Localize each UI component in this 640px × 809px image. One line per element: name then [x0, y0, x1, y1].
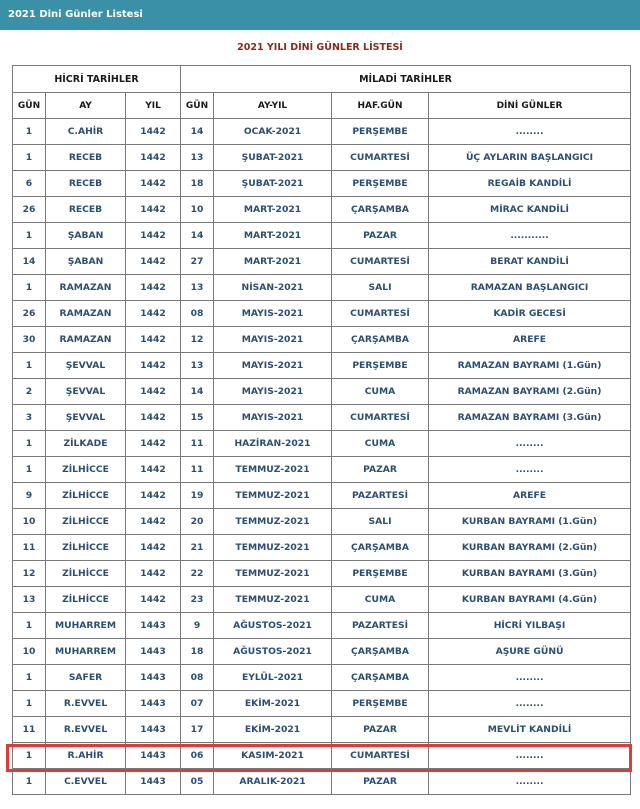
table-row	[13, 535, 631, 561]
month-year-cell: NİSAN-2021	[214, 275, 332, 301]
religious-day-cell: BERAT KANDİLİ	[429, 249, 631, 275]
hicri-year-cell: 1442	[126, 301, 181, 327]
weekday-cell: PAZAR	[332, 223, 429, 249]
table-row	[13, 743, 631, 769]
hicri-day-cell: 10	[13, 509, 46, 535]
column-header-row	[13, 93, 631, 119]
miladi-day-cell: 18	[181, 171, 214, 197]
hicri-day-cell: 11	[13, 535, 46, 561]
hicri-month-cell: SAFER	[46, 665, 126, 691]
hicri-year-cell: 1442	[126, 587, 181, 613]
table-row	[13, 119, 631, 145]
month-year-cell: TEMMUZ-2021	[214, 457, 332, 483]
hicri-day-cell: 11	[13, 717, 46, 743]
hicri-month-cell: ŞEVVAL	[46, 353, 126, 379]
hicri-day-cell: 14	[13, 249, 46, 275]
hicri-month-cell: RAMAZAN	[46, 275, 126, 301]
hicri-year-cell: 1442	[126, 171, 181, 197]
hicri-year-cell: 1442	[126, 197, 181, 223]
table-row	[13, 769, 631, 795]
religious-day-cell: ...........	[429, 223, 631, 249]
month-year-cell: MART-2021	[214, 249, 332, 275]
weekday-cell: CUMARTESİ	[332, 145, 429, 171]
hicri-day-cell: 30	[13, 327, 46, 353]
religious-day-cell: ........	[429, 665, 631, 691]
table-row	[13, 223, 631, 249]
miladi-day-cell: 22	[181, 561, 214, 587]
hicri-day-cell: 1	[13, 691, 46, 717]
miladi-day-cell: 06	[181, 743, 214, 769]
hicri-year-cell: 1443	[126, 769, 181, 795]
hicri-year-cell: 1442	[126, 457, 181, 483]
hicri-day-cell: 12	[13, 561, 46, 587]
hicri-month-cell: RAMAZAN	[46, 327, 126, 353]
miladi-day-cell: 13	[181, 275, 214, 301]
weekday-cell: SALI	[332, 509, 429, 535]
hicri-month-cell: MUHARREM	[46, 613, 126, 639]
table-row	[13, 327, 631, 353]
col-header-month-year: AY-YIL	[214, 93, 332, 119]
month-year-cell: TEMMUZ-2021	[214, 561, 332, 587]
hicri-month-cell: ZİLHİCCE	[46, 509, 126, 535]
hicri-year-cell: 1443	[126, 691, 181, 717]
weekday-cell: ÇARŞAMBA	[332, 327, 429, 353]
hicri-year-cell: 1442	[126, 249, 181, 275]
month-year-cell: MAYIS-2021	[214, 327, 332, 353]
weekday-cell: ÇARŞAMBA	[332, 197, 429, 223]
hicri-day-cell: 6	[13, 171, 46, 197]
hicri-month-cell: ZİLKADE	[46, 431, 126, 457]
weekday-cell: PERŞEMBE	[332, 691, 429, 717]
table-row	[13, 275, 631, 301]
weekday-cell: PAZARTESİ	[332, 483, 429, 509]
month-year-cell: AĞUSTOS-2021	[214, 639, 332, 665]
hicri-day-cell: 1	[13, 665, 46, 691]
religious-day-cell: KURBAN BAYRAMI (3.Gün)	[429, 561, 631, 587]
hicri-month-cell: ZİLHİCCE	[46, 535, 126, 561]
hicri-month-cell: RECEB	[46, 171, 126, 197]
table-row	[13, 379, 631, 405]
table-row	[13, 431, 631, 457]
table-row	[13, 197, 631, 223]
hicri-year-cell: 1442	[126, 145, 181, 171]
hicri-month-cell: C.EVVEL	[46, 769, 126, 795]
weekday-cell: CUMA	[332, 379, 429, 405]
miladi-day-cell: 18	[181, 639, 214, 665]
religious-day-cell: MİRAC KANDİLİ	[429, 197, 631, 223]
weekday-cell: CUMARTESİ	[332, 405, 429, 431]
hicri-year-cell: 1442	[126, 535, 181, 561]
hicri-day-cell: 1	[13, 457, 46, 483]
weekday-cell: SALI	[332, 275, 429, 301]
hicri-month-cell: ZİLHİCCE	[46, 483, 126, 509]
religious-day-cell: KADİR GECESİ	[429, 301, 631, 327]
hicri-month-cell: ZİLHİCCE	[46, 561, 126, 587]
hicri-day-cell: 1	[13, 353, 46, 379]
month-year-cell: ARALIK-2021	[214, 769, 332, 795]
month-year-cell: TEMMUZ-2021	[214, 587, 332, 613]
religious-day-cell: AREFE	[429, 327, 631, 353]
hicri-month-cell: C.AHİR	[46, 119, 126, 145]
hicri-month-cell: RAMAZAN	[46, 301, 126, 327]
miladi-day-cell: 11	[181, 431, 214, 457]
miladi-day-cell: 14	[181, 223, 214, 249]
miladi-day-cell: 15	[181, 405, 214, 431]
table-row	[13, 483, 631, 509]
hicri-month-cell: ZİLHİCCE	[46, 587, 126, 613]
religious-day-cell: ........	[429, 743, 631, 769]
col-header-hicri-month: AY	[46, 93, 126, 119]
table-row	[13, 561, 631, 587]
month-year-cell: MART-2021	[214, 223, 332, 249]
table-row	[13, 613, 631, 639]
table-row	[13, 665, 631, 691]
religious-day-cell: KURBAN BAYRAMI (4.Gün)	[429, 587, 631, 613]
hicri-year-cell: 1442	[126, 561, 181, 587]
miladi-day-cell: 14	[181, 119, 214, 145]
miladi-dates-header: MİLADİ TARİHLER	[181, 66, 631, 93]
col-header-hicri-year: YIL	[126, 93, 181, 119]
hicri-year-cell: 1442	[126, 119, 181, 145]
table-row	[13, 145, 631, 171]
miladi-day-cell: 20	[181, 509, 214, 535]
hicri-year-cell: 1442	[126, 483, 181, 509]
hicri-day-cell: 9	[13, 483, 46, 509]
miladi-day-cell: 12	[181, 327, 214, 353]
religious-day-cell: RAMAZAN BAYRAMI (2.Gün)	[429, 379, 631, 405]
weekday-cell: CUMARTESİ	[332, 301, 429, 327]
hicri-day-cell: 1	[13, 769, 46, 795]
hicri-year-cell: 1442	[126, 405, 181, 431]
hicri-year-cell: 1442	[126, 379, 181, 405]
miladi-day-cell: 14	[181, 379, 214, 405]
miladi-day-cell: 17	[181, 717, 214, 743]
col-header-religious-day: DİNİ GÜNLER	[429, 93, 631, 119]
religious-day-cell: AŞURE GÜNÜ	[429, 639, 631, 665]
miladi-day-cell: 08	[181, 301, 214, 327]
religious-day-cell: HİCRİ YILBAŞI	[429, 613, 631, 639]
religious-day-cell: RAMAZAN BAYRAMI (1.Gün)	[429, 353, 631, 379]
miladi-day-cell: 27	[181, 249, 214, 275]
hicri-day-cell: 26	[13, 301, 46, 327]
month-year-cell: EKİM-2021	[214, 691, 332, 717]
hicri-day-cell: 13	[13, 587, 46, 613]
hicri-month-cell: ŞEVVAL	[46, 379, 126, 405]
month-year-cell: KASIM-2021	[214, 743, 332, 769]
weekday-cell: CUMA	[332, 431, 429, 457]
table-row	[13, 457, 631, 483]
miladi-day-cell: 23	[181, 587, 214, 613]
miladi-day-cell: 19	[181, 483, 214, 509]
month-year-cell: MAYIS-2021	[214, 379, 332, 405]
month-year-cell: ŞUBAT-2021	[214, 145, 332, 171]
col-header-miladi-day: GÜN	[181, 93, 214, 119]
hicri-month-cell: ŞEVVAL	[46, 405, 126, 431]
weekday-cell: PAZAR	[332, 769, 429, 795]
weekday-cell: ÇARŞAMBA	[332, 535, 429, 561]
weekday-cell: CUMA	[332, 587, 429, 613]
weekday-cell: CUMARTESİ	[332, 249, 429, 275]
hicri-year-cell: 1443	[126, 717, 181, 743]
col-header-hicri-day: GÜN	[13, 93, 46, 119]
month-year-cell: AĞUSTOS-2021	[214, 613, 332, 639]
month-year-cell: MAYIS-2021	[214, 301, 332, 327]
month-year-cell: MART-2021	[214, 197, 332, 223]
weekday-cell: PERŞEMBE	[332, 561, 429, 587]
hicri-month-cell: ŞABAN	[46, 223, 126, 249]
religious-day-cell: RAMAZAN BAYRAMI (3.Gün)	[429, 405, 631, 431]
month-year-cell: TEMMUZ-2021	[214, 483, 332, 509]
month-year-cell: TEMMUZ-2021	[214, 535, 332, 561]
miladi-day-cell: 9	[181, 613, 214, 639]
weekday-cell: PERŞEMBE	[332, 119, 429, 145]
hicri-dates-header: HİCRİ TARİHLER	[13, 66, 181, 93]
religious-day-cell: MEVLİT KANDİLİ	[429, 717, 631, 743]
miladi-day-cell: 10	[181, 197, 214, 223]
hicri-day-cell: 1	[13, 119, 46, 145]
window-title-bar	[0, 0, 640, 30]
hicri-year-cell: 1443	[126, 743, 181, 769]
table-row	[13, 509, 631, 535]
weekday-cell: ÇARŞAMBA	[332, 665, 429, 691]
miladi-day-cell: 07	[181, 691, 214, 717]
hicri-day-cell: 1	[13, 613, 46, 639]
miladi-day-cell: 21	[181, 535, 214, 561]
religious-day-cell: ........	[429, 431, 631, 457]
religious-day-cell: AREFE	[429, 483, 631, 509]
religious-day-cell: KURBAN BAYRAMI (2.Gün)	[429, 535, 631, 561]
miladi-day-cell: 11	[181, 457, 214, 483]
hicri-month-cell: R.EVVEL	[46, 691, 126, 717]
hicri-year-cell: 1443	[126, 639, 181, 665]
hicri-month-cell: RECEB	[46, 197, 126, 223]
header-group-row	[13, 66, 631, 93]
hicri-year-cell: 1442	[126, 327, 181, 353]
table-row	[13, 587, 631, 613]
religious-day-cell: ........	[429, 119, 631, 145]
month-year-cell: ŞUBAT-2021	[214, 171, 332, 197]
religious-day-cell: RAMAZAN BAŞLANGICI	[429, 275, 631, 301]
hicri-month-cell: ŞABAN	[46, 249, 126, 275]
table-row	[13, 405, 631, 431]
miladi-day-cell: 08	[181, 665, 214, 691]
weekday-cell: PAZARTESİ	[332, 613, 429, 639]
hicri-year-cell: 1442	[126, 431, 181, 457]
month-year-cell: MAYIS-2021	[214, 405, 332, 431]
month-year-cell: TEMMUZ-2021	[214, 509, 332, 535]
religious-day-cell: ........	[429, 691, 631, 717]
weekday-cell: CUMARTESİ	[332, 743, 429, 769]
hicri-year-cell: 1442	[126, 275, 181, 301]
hicri-month-cell: R.EVVEL	[46, 717, 126, 743]
table-row	[13, 717, 631, 743]
weekday-cell: ÇARŞAMBA	[332, 639, 429, 665]
month-year-cell: EKİM-2021	[214, 717, 332, 743]
religious-day-cell: ÜÇ AYLARIN BAŞLANGICI	[429, 145, 631, 171]
table-row	[13, 353, 631, 379]
hicri-day-cell: 1	[13, 743, 46, 769]
hicri-day-cell: 1	[13, 431, 46, 457]
miladi-day-cell: 13	[181, 145, 214, 171]
table-row	[13, 249, 631, 275]
hicri-day-cell: 1	[13, 145, 46, 171]
hicri-year-cell: 1442	[126, 223, 181, 249]
hicri-day-cell: 1	[13, 223, 46, 249]
religious-day-cell: ........	[429, 769, 631, 795]
month-year-cell: OCAK-2021	[214, 119, 332, 145]
miladi-day-cell: 13	[181, 353, 214, 379]
table-row	[13, 171, 631, 197]
hicri-month-cell: R.AHİR	[46, 743, 126, 769]
hicri-month-cell: ZİLHİCCE	[46, 457, 126, 483]
religious-day-cell: REGAİB KANDİLİ	[429, 171, 631, 197]
table-row	[13, 301, 631, 327]
weekday-cell: PERŞEMBE	[332, 353, 429, 379]
religious-days-table	[12, 65, 631, 795]
weekday-cell: PAZAR	[332, 457, 429, 483]
month-year-cell: MAYIS-2021	[214, 353, 332, 379]
hicri-day-cell: 2	[13, 379, 46, 405]
religious-day-cell: KURBAN BAYRAMI (1.Gün)	[429, 509, 631, 535]
page-title: 2021 YILI DİNİ GÜNLER LİSTESİ	[237, 42, 403, 53]
table-row	[13, 691, 631, 717]
hicri-month-cell: MUHARREM	[46, 639, 126, 665]
hicri-day-cell: 26	[13, 197, 46, 223]
hicri-year-cell: 1442	[126, 509, 181, 535]
window-title: 2021 Dini Günler Listesi	[8, 9, 143, 20]
hicri-day-cell: 10	[13, 639, 46, 665]
hicri-year-cell: 1442	[126, 353, 181, 379]
hicri-year-cell: 1443	[126, 665, 181, 691]
month-year-cell: EYLÜL-2021	[214, 665, 332, 691]
weekday-cell: PAZAR	[332, 717, 429, 743]
col-header-weekday: HAF.GÜN	[332, 93, 429, 119]
hicri-year-cell: 1443	[126, 613, 181, 639]
month-year-cell: HAZİRAN-2021	[214, 431, 332, 457]
hicri-month-cell: RECEB	[46, 145, 126, 171]
hicri-day-cell: 1	[13, 275, 46, 301]
hicri-day-cell: 3	[13, 405, 46, 431]
table-row	[13, 639, 631, 665]
religious-day-cell: ........	[429, 457, 631, 483]
weekday-cell: PERŞEMBE	[332, 171, 429, 197]
miladi-day-cell: 05	[181, 769, 214, 795]
